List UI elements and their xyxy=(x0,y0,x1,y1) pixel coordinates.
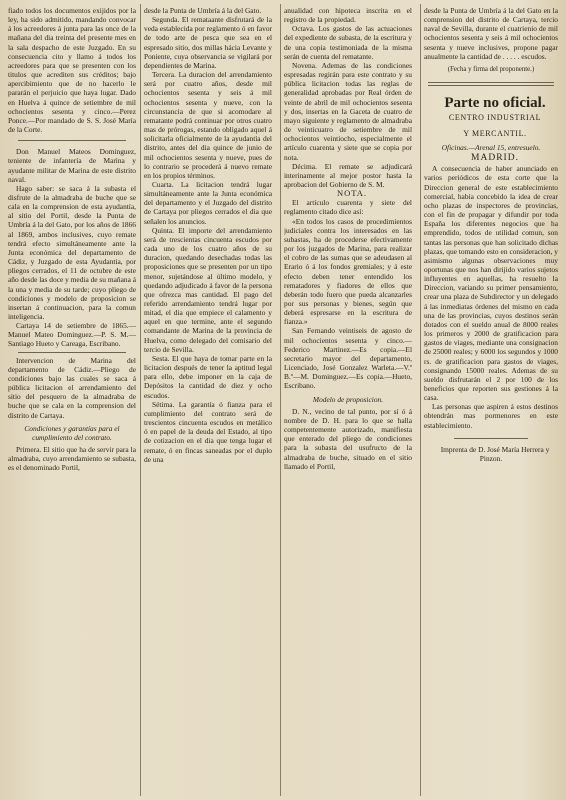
paragraph: «En todos los casos de procedimientos judiciales contra los interesados en las subastas, ha de procederse efectivamente por los juzgados de Marina, para realizar el cobro de las sumas que se adeudasen al Erario ó á los fondos gremiales; y á este efecto deben tener entendido los rematadores y fiadores de ellos que deberán todo fuero que pueda alcanzarles por sus personas y bienes, según que deberá espresarse en la escritura de fianza.» xyxy=(284,216,412,327)
signature-note: (Fecha y firma del proponente.) xyxy=(447,65,535,73)
paragraph: Primera. El sitio que ha de servir para la almadraba, cuyo arrendamiento se subasta, es el denominado Portil, xyxy=(8,445,136,473)
paragraph: Novena. Ademas de las condiciones espresadas regirán para este contrato y su pública licitacion todas las reglas de generalidad aprobadas por Real órden de veinte de abril de mil ochocientos sesenta y dos, insertas en la Gaceta de cuatro de mayo siguiente y reglamento de almadraba de veinticuatro de setiembre de mil ochocientos veintiocho, especialmente el artículo cuarenta y siete que se copia por nota. xyxy=(284,60,412,162)
paragraph: Sétima. La garantía ó fianza para el cumplimiento del contrato será de trescientos cincuenta escudos en metálico ó en papel de la deuda del Estado, al tipo de cotizacion en el dia que tenga lugar el remate, ó en fincas saneadas por el duplo de una xyxy=(144,399,272,464)
paragraph: Cartaya 14 de setiembre de 1865.—Manuel Mateo Dominguez.—P. S. M.—Santiago Hueto y Careaga, Escribano. xyxy=(8,321,136,349)
separator xyxy=(428,85,554,86)
separator xyxy=(428,82,554,83)
column-3 xyxy=(284,6,412,796)
section-heading: Condiciones y garantías para el cumplimiento del contrato. xyxy=(24,423,120,442)
paragraph: desde la Punta de Umbría á la del Gato. xyxy=(144,6,262,15)
paragraph: desde la Punta de Umbría á la del Gato en la comprension del distrito de Cartaya, tercio naval de Sevilla, durante el cuatrienio de mil ochocientos sesenta y seis á mil ochocientos sesenta y nueve inclusives, propone pagar anualmente la cantidad de . . . . . escudos. xyxy=(424,6,558,61)
column-2 xyxy=(144,6,272,796)
paragraph: D. N., vecino de tal punto, por sí ó á nombre de D. H. para lo que se halla competentemente autorizado, manifiesta que enterado del pliego de condiciones para la subasta del usufructo de la almadraba de buche, situado en el sitio llamado el Portil, xyxy=(284,406,412,471)
column-4 xyxy=(424,6,558,796)
paragraph: Tercera. La duracion del arrendamiento será por cuatro años, desde mil ochocientos sesenta y seis á mil ochocientos sesenta y nueve, con la circunstancia de que si acomodare al rematante podrá continuar por otros cuatro mas de prórogas, estando obligado aquel á solicitarla oficialmente de la ayudantía del distrito, antes del dia quince de junio de mil ochocientos sesenta y nueve, pues de lo contrario se procederá á nuevo remate en los propios términos. xyxy=(144,70,272,180)
separator xyxy=(454,438,528,439)
paragraph: anualidad con hipoteca inscrita en el registro de la propiedad. xyxy=(284,6,412,25)
address-line: Oficinas.—Arenal 15, entresuelo. xyxy=(441,143,541,153)
paragraph: Las personas que aspiren á estos destinos obtendrán mas pormenores en este establecimiento. xyxy=(424,402,558,430)
column-1 xyxy=(8,6,136,796)
paragraph: Octava. Los gastos de las actuaciones del expediente de subasta, de la escritura y de una copia testimoniada de la misma serán de cuenta del rematante. xyxy=(284,24,412,61)
paragraph: Intervencion de Marina del departamento de Cádiz.—Pliego de condiciones bajo las cuales se saca á pública licitacion el arrendamiento del sitio del pesquero de la almadraba de buche que se cala en la comprension del distrito de Cartaya. xyxy=(8,355,136,420)
separator xyxy=(18,352,126,353)
column-divider xyxy=(140,4,141,796)
section-heading: Modelo de proposicion. xyxy=(312,394,384,404)
city-heading: MADRID. xyxy=(471,153,519,164)
separator xyxy=(18,140,126,141)
paragraph: Sesta. El que haya de tomar parte en la licitacion después de tener la aptitud legal para ello, debe imponer en la caja de Depósitos la cantidad de diez y ocho escudos. xyxy=(144,353,272,400)
subheading-mercantil: Y MERCANTIL. xyxy=(463,129,527,139)
nota-heading: NOTA. xyxy=(336,188,368,199)
section-title: Parte no oficial. xyxy=(444,95,546,112)
paragraph: Décima. El remate se adjudicará interinamente al mejor postor hasta la aprobacion del Gobierno de S. M. xyxy=(284,161,412,189)
column-divider xyxy=(420,4,421,796)
paragraph: Segunda. El remataante disfrutará de la veda establecida por reglamento ó en favor de todo arte de pesca que sea en el espresado sitio, dos millas hácia Levante y Poniente, cuya observancia se vigilará por dependientes de Marina. xyxy=(144,15,272,70)
column-divider xyxy=(280,4,281,796)
paragraph: San Fernando veintiseis de agosto de mil ochocientos sesenta y cinco.—Federico Martinez.—Es copia.—El secretario mayor del departamento, Licenciado, José Gonzalez Warleta.—V.º B.º—M. Dominguez.—Es copia.—Hueto, Escribano. xyxy=(284,326,412,391)
paragraph: Quinta. El importe del arrendamiento será de trescientas cincuenta escudos por cada uno de los cuatro años de su duracion, quedando desechadas todas las proposiciones que se presenten por un tipo menor, sujetándose al último modelo, y quedando adjudicado á favor de la persona que ofrezca mas cantidad. El pago del referido arrendamiento tendrá lugar por mitad, el dia que empiece el calamento y aquel en que termine, ante el segundo comandante de Marina de la provincia de Huelva, como delegado del comisario del tercio de Sevilla. xyxy=(144,225,272,354)
paragraph: El artículo cuarenta y siete del reglamento citado dice así: xyxy=(284,198,412,217)
paragraph: Cuarta. La licitacion tendrá lugar simultáneamente ante la Junta económica del departamento y el Juzgado del distrito de Cartaya por pliegos cerrados el dia que señalen los anuncios. xyxy=(144,179,272,226)
paragraph: Hago saber: se saca á la subasta el disfrute de la almadraba de buche que se cala en la comprension de esta ayudantía, al sitio del Portil, desde la Punta de Umbría á la del Gato, por los años de 1866 al 1869, ambos inclusives, cuyo remate tendrá efecto simultáneamente ante la Junta económica del departamento de Cádiz, y Juzgado de esta Ayudantia, por pliegos cerrados, el 11 de octubre de este año desde las doce y media de su mañana á la una y media de su tarde; cuyo pliego de condiciones y modelo de proposicion se insertan á continuacion, para la comun inteligencia. xyxy=(8,183,136,321)
printer-credit: Imprenta de D. José María Herrera y Pinzon. xyxy=(440,444,550,463)
paragraph: fiado todos los documentos exijidos por la ley, ha sido admitido, mandando convocar á los acreedores á junta para las once de la mañana del dia treinta del presente mes en la sala despacho de este Juzgado. En su consecuencia cito y llamo á todos los acreedores para que se presenten con los titulos que acrediten sus créditos; bajo apercibimiento que de no hacerlo le pararán el perjuicio que haya lugar. Dado en Huelva á quince de setiembre de mil ochocientos sesenta y cinco.—Perez Ponce.—Por mandado de S. S. José María de la Corte. xyxy=(8,6,136,135)
paragraph: Don Manuel Mateos Dominguez, teniente de infantería de Marina y ayudante militar de Marina de este distrito naval. xyxy=(8,147,136,184)
paragraph: A consecuencia de haber anunciado en varios periódicos de esta corte que la Direccion general de este establecimiento comercial, había concebido la idea de crear ocho plazas de inspectores de provincias, con el fin de propagar y difundir por toda España los diferentes negocios que ha emprendido, todos de utilidad comun, son tantas las personas que han solicitado dichas plazas, que tomando esto en consideracion, y asimismo algunas observaciones muy oportunas que nos han dirijido varios sujetos influyentes en aquellas, ha resuelto la Direccion, variando su primer pensamiento, crear una plaza de Subdirector y un delegado á las inmediatas órdenes del mismo en cada una de las provincias, cuyos destinos serán dotados con el sueldo anual de 8000 reales los primeros y 2000 de gratificacion para gastos de viages, mediante una consignacion de 25000 reales; y 6000 los segundos y 1000 rs. de gratificacion para gastos de viages, consignando 15000 reales. Ademas de su sueldo disfrutarán el 2 por 100 de los beneficios que reporten sus gestiones á la casa. xyxy=(424,164,558,403)
subheading-centro: CENTRO INDUSTRIAL xyxy=(448,113,542,123)
